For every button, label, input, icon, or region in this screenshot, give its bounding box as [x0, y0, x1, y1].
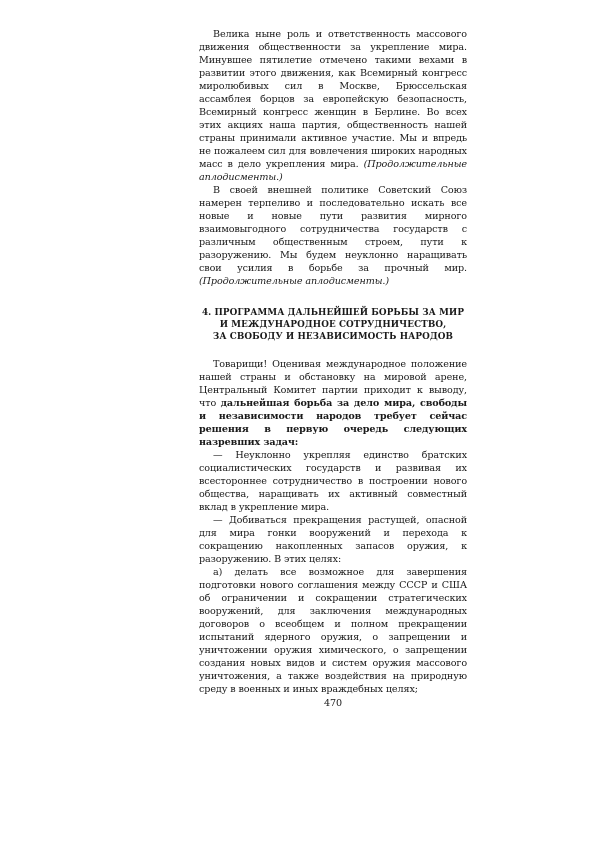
applause-note: (Продолжительные аплодисменты.)	[199, 159, 467, 183]
paragraph-peace-movement	[199, 28, 467, 184]
heading-line-3: ЗА СВОБОДУ И НЕЗАВИСИМОСТЬ НАРОДОВ	[212, 332, 454, 342]
page-number: 470	[323, 698, 342, 709]
section-heading	[199, 307, 467, 343]
paragraph-foreign-policy	[199, 184, 467, 288]
list-item-agreements: а) делать все возможное для завершения подготовки нового соглашения между СССР и США об ограничении и сокращении стратегических вооружений, для заключения международных договоров о всеобщем и полном прекращении испытаний ядерного оружия, о запрещении и уничтожении оружия химического, о запрещении создания новых видов и систем оружия массового уничтожения, а также воздействия на природную среду в военных и иных враждебных целях;	[199, 567, 467, 695]
paragraph-tasks-intro	[199, 358, 467, 449]
text-column	[199, 28, 467, 710]
emphasized-text: дальнейшая борьба за дело мира, свободы и независимости народов требует сейчас решения в первую очередь следующих назревших задач:	[199, 398, 467, 448]
heading-line-1: 4. ПРОГРАММА ДАЛЬНЕЙШЕЙ БОРЬБЫ ЗА МИР	[201, 308, 465, 318]
list-item-socialist-unity: — Неуклонно укрепляя единство братских социалистических государств и развивая их всестороннее сотрудничество в построении нового общества, наращивать их активный совместный вклад в укрепление мира.	[199, 450, 467, 513]
paragraph-text: Велика ныне роль и ответственность массового движения общественности за укрепление мира. Минувшее пятилетие отмечено такими вехами в развитии этого движения, как Всемирный конгресс миролюбивых сил в Москве, Брюссельская ассамблея борцов за европейскую безопасность, Всемирный конгресс женщин в Берлине. Во всех этих акциях наша партия, общественность нашей страны принимали активное участие. Мы и впредь не пожалеем сил для вовлечения широких народных масс в дело укрепления мира.	[199, 29, 467, 170]
paragraph-text: Товарищи! Оценивая международное положение нашей страны и обстановку на мировой арене, Центральный Комитет партии приходит к выводу, что	[199, 359, 467, 409]
applause-note: (Продолжительные аплодисменты.)	[199, 276, 390, 287]
list-item-arms-race: — Добиваться прекращения растущей, опасной для мира гонки вооружений и перехода к сокращению накопленных запасов оружия, к разоружению. В этих целях:	[199, 515, 467, 565]
paragraph-text: В своей внешней политике Советский Союз намерен терпеливо и последовательно искать все новые и новые пути развития мирного взаимовыгодного сотрудничества государств с различным общественным строем, пути к разоружению. Мы будем неуклонно наращивать свои усилия в борьбе за прочный мир.	[199, 185, 467, 274]
heading-line-2: И МЕЖДУНАРОДНОЕ СОТРУДНИЧЕСТВО,	[219, 320, 447, 330]
